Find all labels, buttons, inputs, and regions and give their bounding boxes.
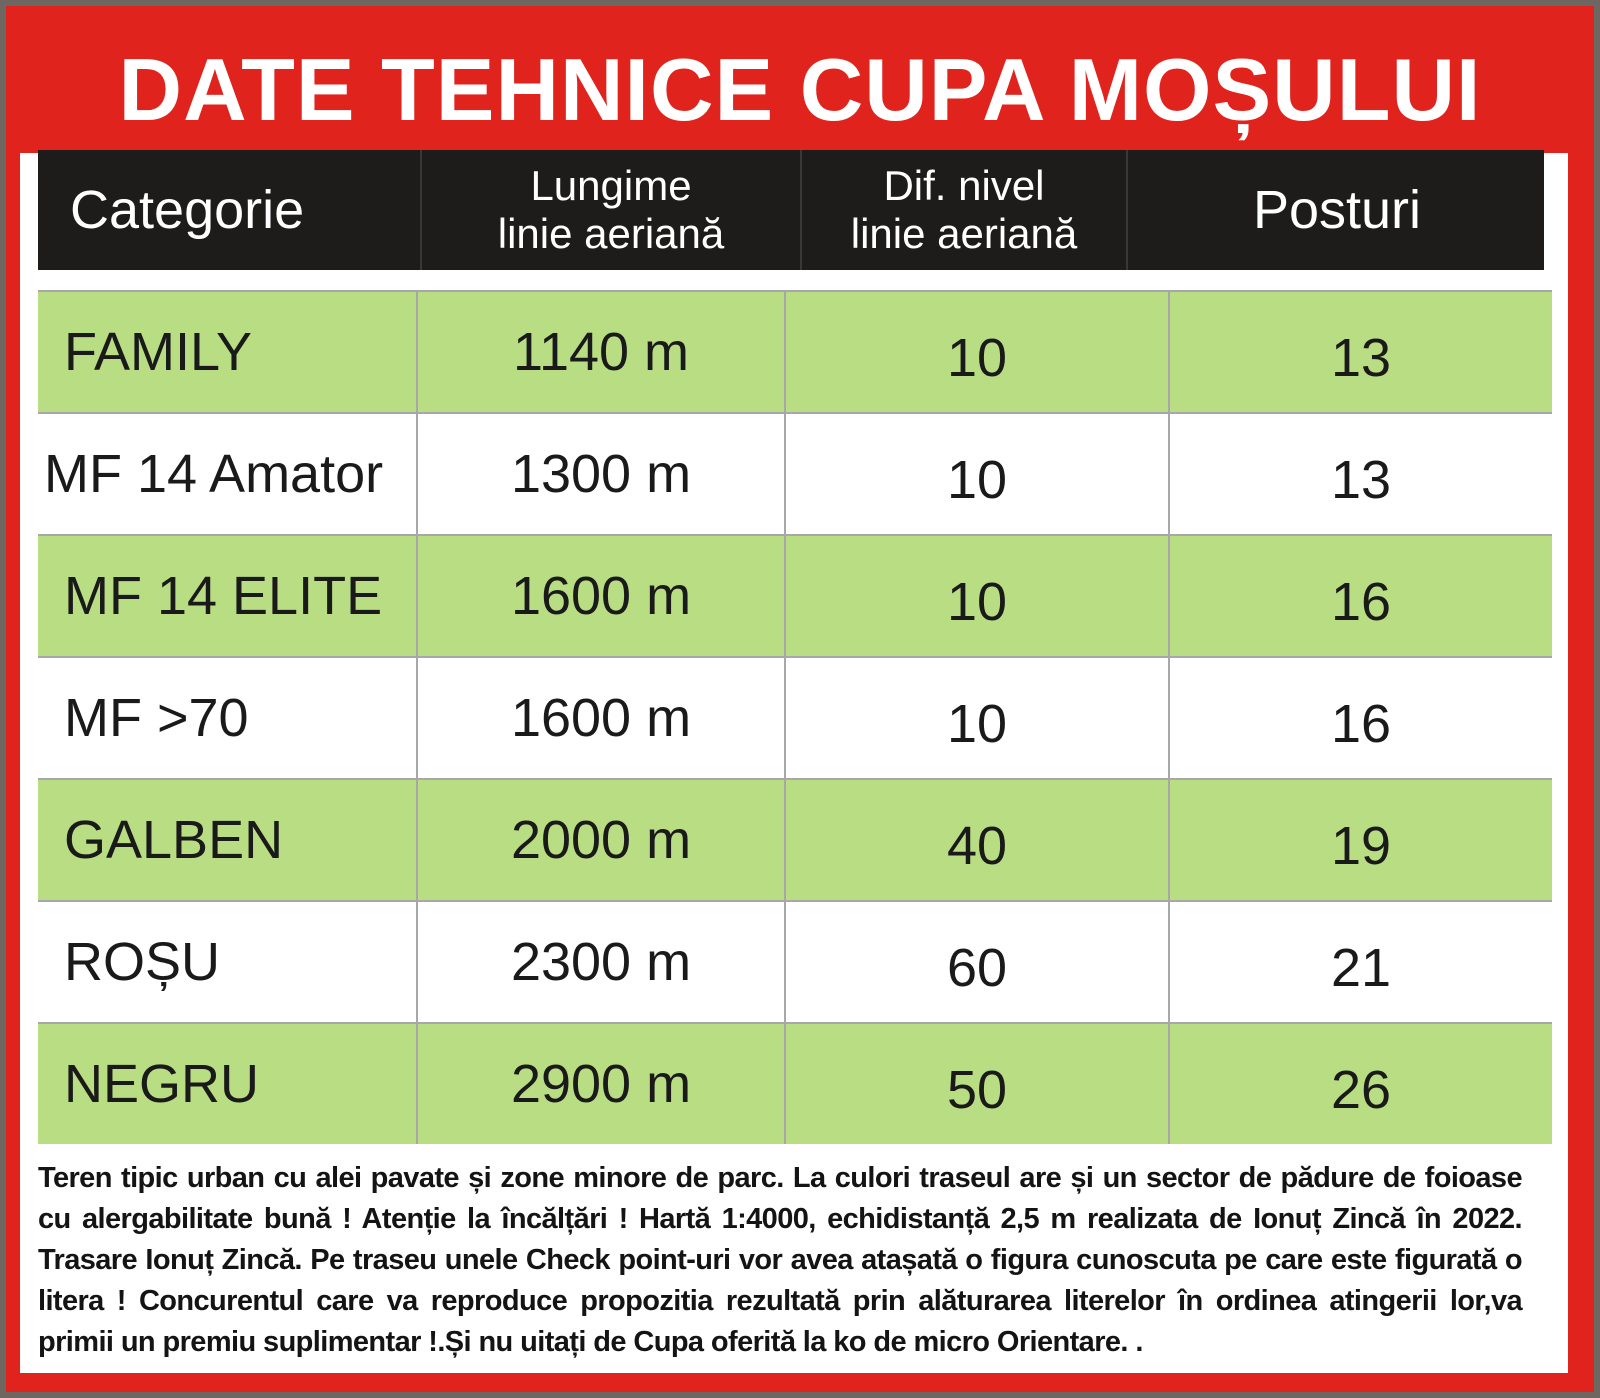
cell-lungime: 2000 m <box>416 780 784 900</box>
cell-categorie: ROȘU <box>64 932 221 992</box>
cell-dif-nivel: 10 <box>784 292 1168 412</box>
table-row <box>38 900 1552 1022</box>
table-row <box>38 290 1552 412</box>
cell-categorie: NEGRU <box>64 1054 260 1114</box>
cell-categorie: MF 14 ELITE <box>64 566 383 626</box>
page-title: DATE TEHNICE CUPA MOȘULUI <box>118 40 1482 139</box>
header-categorie: Categorie <box>70 180 305 240</box>
course-description: Teren tipic urban cu alei pavate și zone minore de parc. La culori traseul are și un sector de pădure de foioase cu alergabilitate bună ! Atenție la încălțări ! Hartă 1:4000, echidistanță 2,5 m realizata de Ionuț Zincă în 2022. Trasare Ionuț Zincă. Pe traseu unele Check point-uri vor avea atașată o figura cunoscuta pe care este figurată o litera ! Concurentul care va reproduce propozitia rezultată prin alăturarea literelor în ordinea atingerii lor,va primii un premiu suplimentar !.Și nu uitați de Cupa oferită la ko de micro Orientare. . <box>38 1162 1522 1358</box>
cell-lungime: 1300 m <box>416 414 784 534</box>
cell-dif-nivel: 10 <box>784 536 1168 656</box>
table-row <box>38 778 1552 900</box>
cell-dif-nivel: 10 <box>784 658 1168 778</box>
cell-categorie: MF 14 Amator <box>44 444 384 504</box>
cell-posturi: 16 <box>1168 536 1552 656</box>
header-posturi: Posturi <box>1126 150 1546 270</box>
table-row <box>38 1022 1552 1144</box>
header-dif-nivel: Dif. nivel linie aeriană <box>800 150 1126 270</box>
cell-lungime: 2900 m <box>416 1024 784 1144</box>
cell-lungime: 1600 m <box>416 658 784 778</box>
table-header <box>38 150 1544 270</box>
cell-lungime: 1140 m <box>416 292 784 412</box>
table-row <box>38 534 1552 656</box>
cell-posturi: 19 <box>1168 780 1552 900</box>
cell-categorie: MF >70 <box>64 688 249 748</box>
cell-posturi: 16 <box>1168 658 1552 778</box>
cell-posturi: 13 <box>1168 414 1552 534</box>
cell-dif-nivel: 50 <box>784 1024 1168 1144</box>
cell-lungime: 2300 m <box>416 902 784 1022</box>
cell-posturi: 21 <box>1168 902 1552 1022</box>
cell-lungime: 1600 m <box>416 536 784 656</box>
cell-posturi: 26 <box>1168 1024 1552 1144</box>
cell-dif-nivel: 10 <box>784 414 1168 534</box>
header-lungime: Lungime linie aeriană <box>420 150 800 270</box>
table-row <box>38 412 1552 534</box>
cell-dif-nivel: 40 <box>784 780 1168 900</box>
cell-posturi: 13 <box>1168 292 1552 412</box>
cell-dif-nivel: 60 <box>784 902 1168 1022</box>
cell-categorie: GALBEN <box>64 810 284 870</box>
table-row <box>38 656 1552 778</box>
cell-categorie: FAMILY <box>64 322 253 382</box>
